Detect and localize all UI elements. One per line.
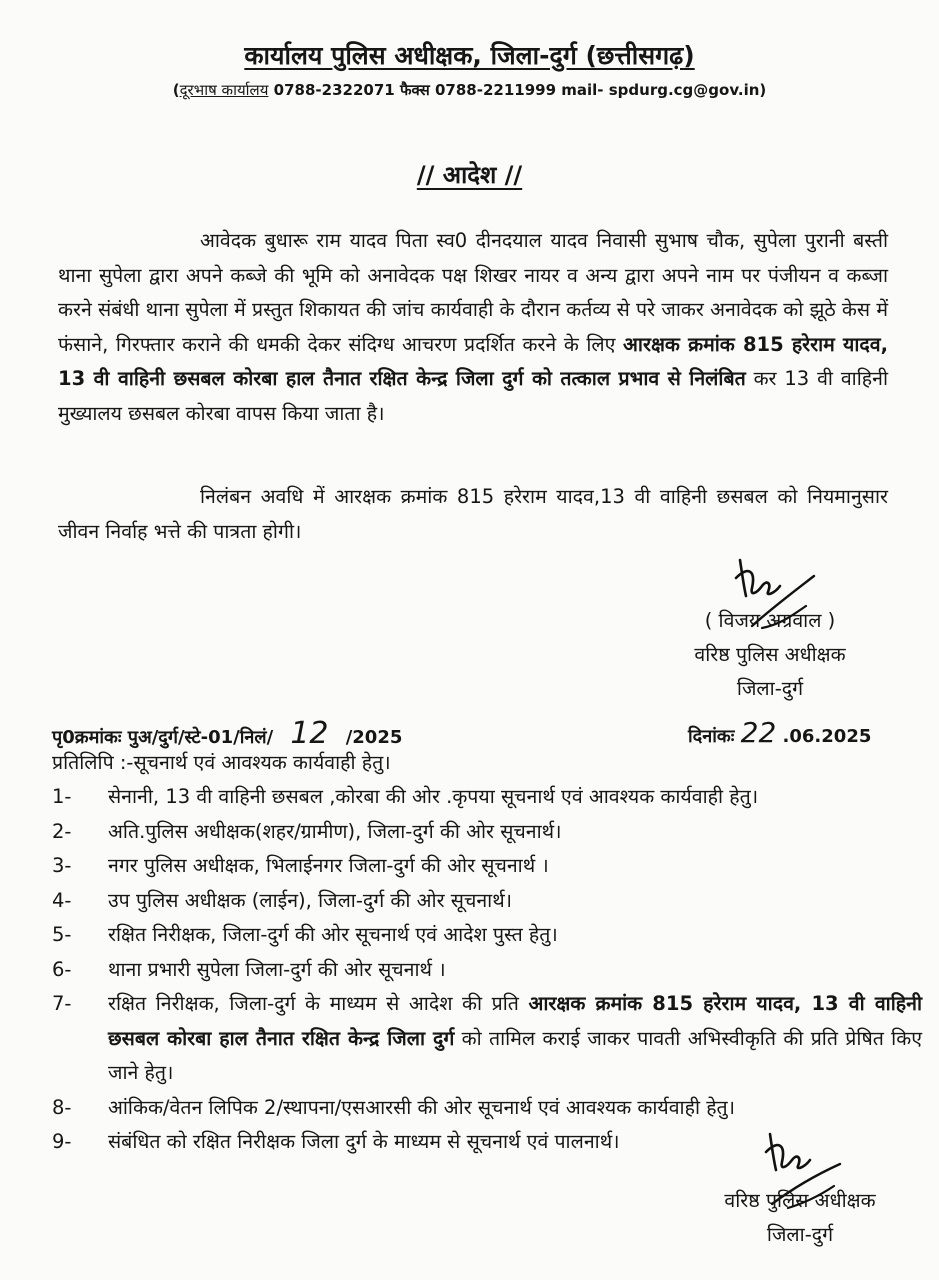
reference-prefix: पृ0क्रमांकः पुअ/दुर्ग/स्टे-01/निलं/ (52, 727, 274, 748)
list-item (52, 849, 922, 884)
list-item (52, 1091, 922, 1126)
list-item-text: थाना प्रभारी सुपेला जिला-दुर्ग की ओर सूचनार्थ । (108, 957, 446, 981)
list-item-number: 6- (52, 957, 72, 981)
list-item-text: संबंधित को रक्षित निरीक्षक जिला दुर्ग के माध्यम से सूचनार्थ एवं पालनार्थ। (108, 1130, 620, 1153)
reference-number (52, 716, 402, 751)
list-item (52, 953, 922, 988)
date-label: दिनांकः (688, 726, 735, 747)
list-item-number: 8- (52, 1095, 72, 1119)
list-item (52, 918, 922, 953)
list-item-number: 4- (52, 888, 72, 912)
list-item-text: आंकिक/वेतन लिपिक 2/स्थापना/एसआरसी की ओर सूचनार्थ एवं आवश्यक कार्यवाही हेतु। (108, 1095, 736, 1119)
signature-block-2 (690, 1184, 910, 1252)
list-item-text: सेनानी, 13 वी वाहिनी छसबल ,कोरबा की ओर .कृपया सूचनार्थ एवं आवश्यक कार्यवाही हेतु। (108, 785, 759, 808)
list-item-text: रक्षित निरीक्षक, जिला-दुर्ग के माध्यम से आदेश की प्रति (108, 992, 529, 1015)
fax-label: फैक्स (399, 81, 430, 99)
list-item-text: उप पुलिस अधीक्षक (लाईन), जिला-दुर्ग की ओर सूचनार्थ। (108, 888, 513, 912)
list-item (52, 815, 922, 850)
list-item-number: 3- (52, 854, 72, 877)
reference-date (688, 716, 871, 749)
list-item-bold-text: आरक्षक क्रमांक 815 हरेराम यादव, 13 वी वाहिनी छसबल कोरबा हाल तैनात रक्षित केन्द्र जिला दुर्ग (108, 992, 922, 1050)
list-item-number: 5- (52, 923, 72, 946)
date-handwritten-day: 22 (740, 716, 777, 749)
para1-bold-text: आरक्षक क्रमांक 815 हरेराम यादव, 13 वी वाहिनी छसबल कोरबा हाल तैनात रक्षित केन्द्र जिला दुर्ग को तत्काल प्रभाव से निलंबित (58, 332, 888, 390)
signature-block-1 (640, 604, 900, 706)
list-item (52, 987, 922, 1091)
list-item-text-end: को तामिल कराई जाकर पावती अभिस्वीकृति की प्रति प्रेषित किए जाने हेतु। (108, 1026, 922, 1084)
signatory-name: ( विजय अग्रवाल ) (704, 609, 836, 632)
copy-list (52, 780, 922, 1160)
phone-label: दूरभाष कार्यालय (179, 81, 269, 99)
list-item-number: 7- (52, 992, 72, 1015)
signatory-district: जिला-दुर्ग (736, 677, 804, 700)
mail-label: mail- (561, 81, 604, 99)
reference-handwritten-number: 12 (290, 716, 329, 751)
para1-text-start: आवेदक बुधारू राम यादव पिता स्व0 दीनदयाल यादव निवासी सुभाष चौक, सुपेला पुरानी बस्ती थाना सुपेला द्वारा अपने कब्जे की भूमि को अनावेदक पक्ष शिखर नायर व अन्य द्वारा अपने नाम पर पंजीयन व कब्जा करने संबंधी थाना सुपेला में प्रस्तुत शिकायत की जांच कार्यवाही के दौरान कर्तव्य से परे जाकर अनावेदक को झूठे केस में फंसाने, गिरफ्तार कराने की धमकी देकर संदिग्ध आचरण प्रदर्शित करने के लिए (58, 229, 888, 356)
list-item-number: 2- (52, 819, 72, 843)
order-paragraph-2: निलंबन अवधि में आरक्षक क्रमांक 815 हरेराम यादव,13 वी वाहिनी छसबल को नियमानुसार जीवन निर्वाह भत्ते की पात्रता होगी। (58, 485, 888, 543)
list-item-text: अति.पुलिस अधीक्षक(शहर/ग्रामीण), जिला-दुर्ग की ओर सूचनार्थ। (108, 819, 562, 843)
list-item (52, 780, 922, 815)
order-paragraph-1 (58, 224, 888, 431)
fax-number: 0788-2211999 (434, 81, 557, 99)
copy-heading: प्रतिलिपि :-सूचनार्थ एवं आवश्यक कार्यवाही हेतु। (52, 751, 391, 774)
office-title: कार्यालय पुलिस अधीक्षक, जिला-दुर्ग (छत्तीसगढ़) (244, 41, 695, 70)
date-rest: .06.2025 (782, 726, 872, 747)
list-item-number: 9- (52, 1130, 72, 1153)
contact-line: (दूरभाष कार्यालय 0788-2322071 फैक्स 0788-2211999 mail- spdurg.cg@gov.in) (172, 81, 767, 99)
email-address: spdurg.cg@gov.in (608, 81, 760, 99)
reference-year: /2025 (345, 727, 403, 748)
signatory-designation: वरिष्ठ पुलिस अधीक्षक (694, 643, 846, 666)
list-item-text: नगर पुलिस अधीक्षक, भिलाईनगर जिला-दुर्ग की ओर सूचनार्थ । (108, 854, 549, 877)
para1-text-end: कर 13 वी वाहिनी मुख्यालय छसबल कोरबा वापस किया जाता है। (58, 367, 888, 425)
list-item-text: रक्षित निरीक्षक, जिला-दुर्ग की ओर सूचनार्थ एवं आदेश पुस्त हेतु। (108, 923, 558, 946)
signatory-district: जिला-दुर्ग (766, 1223, 834, 1246)
signatory-designation: वरिष्ठ पुलिस अधीक्षक (724, 1189, 876, 1212)
order-title: // आदेश // (416, 161, 523, 189)
list-item-number: 1- (52, 785, 72, 808)
list-item (52, 884, 922, 919)
phone-number: 0788-2322071 (273, 81, 395, 99)
